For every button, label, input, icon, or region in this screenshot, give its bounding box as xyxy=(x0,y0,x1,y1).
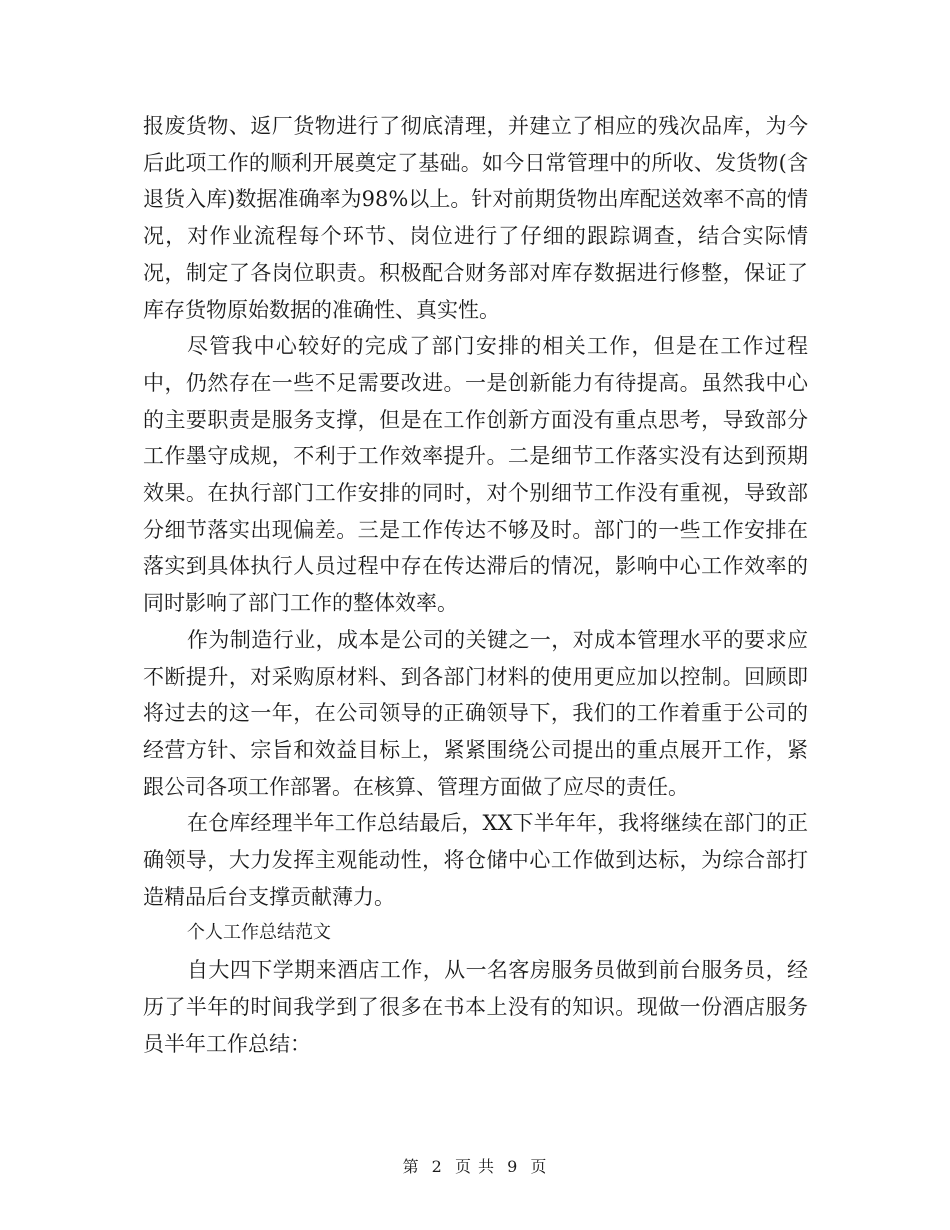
paragraph-cost-management: 作为制造行业，成本是公司的关键之一，对成本管理水平的要求应不断提升，对采购原材料、到各部门材料的使用更应加以控制。回顾即将过去的这一年，在公司领导的正确领导下，我们的工作着重于公司的经营方针、宗旨和效益目标上，紧紧围绕公司提出的重点展开工作，紧跟公司各项工作部署。在核算、管理方面做了应尽的责任。 xyxy=(143,627,808,799)
current-page-number: 2 xyxy=(431,1157,443,1176)
footer-suffix: 页 xyxy=(530,1157,548,1176)
document-body xyxy=(143,108,808,1062)
paragraph-shortcomings: 尽管我中心较好的完成了部门安排的相关工作，但是在工作过程中，仍然存在一些不足需要改进。一是创新能力有待提高。虽然我中心的主要职责是服务支撑，但是在工作创新方面没有重点思考，导致部分工作墨守成规，不利于工作效率提升。二是细节工作落实没有达到预期效果。在执行部门工作安排的同时，对个别细节工作没有重视，导致部分细节落实出现偏差。三是工作传达不够及时。部门的一些工作安排在落实到具体执行人员过程中存在传达滞后的情况，影响中心工作效率的同时影响了部门工作的整体效率。 xyxy=(143,334,808,616)
footer-prefix: 第 xyxy=(402,1157,420,1176)
footer-middle: 页 共 xyxy=(454,1157,496,1176)
paragraph-hotel-intro: 自大四下学期来酒店工作，从一名客房服务员做到前台服务员，经历了半年的时间我学到了很多在书本上没有的知识。现做一份酒店服务员半年工作总结： xyxy=(143,958,808,1056)
section-heading: 个人工作总结范文 xyxy=(187,922,331,944)
paragraph-conclusion: 在仓库经理半年工作总结最后，XX下半年年，我将继续在部门的正确领导，大力发挥主观能动性，将仓储中心工作做到达标，为综合部打造精品后台支撑贡献薄力。 xyxy=(143,811,808,909)
page-footer xyxy=(0,1154,950,1177)
paragraph-warehouse-cleanup: 报废货物、返厂货物进行了彻底清理，并建立了相应的残次品库，为今后此项工作的顺利开展奠定了基础。如今日常管理中的所收、发货物(含退货入库)数据准确率为98%以上。针对前期货物出库配送效率不高的情况，对作业流程每个环节、岗位进行了仔细的跟踪调查，结合实际情况，制定了各岗位职责。积极配合财务部对库存数据进行修整，保证了库存货物原始数据的准确性、真实性。 xyxy=(143,114,808,322)
total-pages-number: 9 xyxy=(507,1157,519,1176)
